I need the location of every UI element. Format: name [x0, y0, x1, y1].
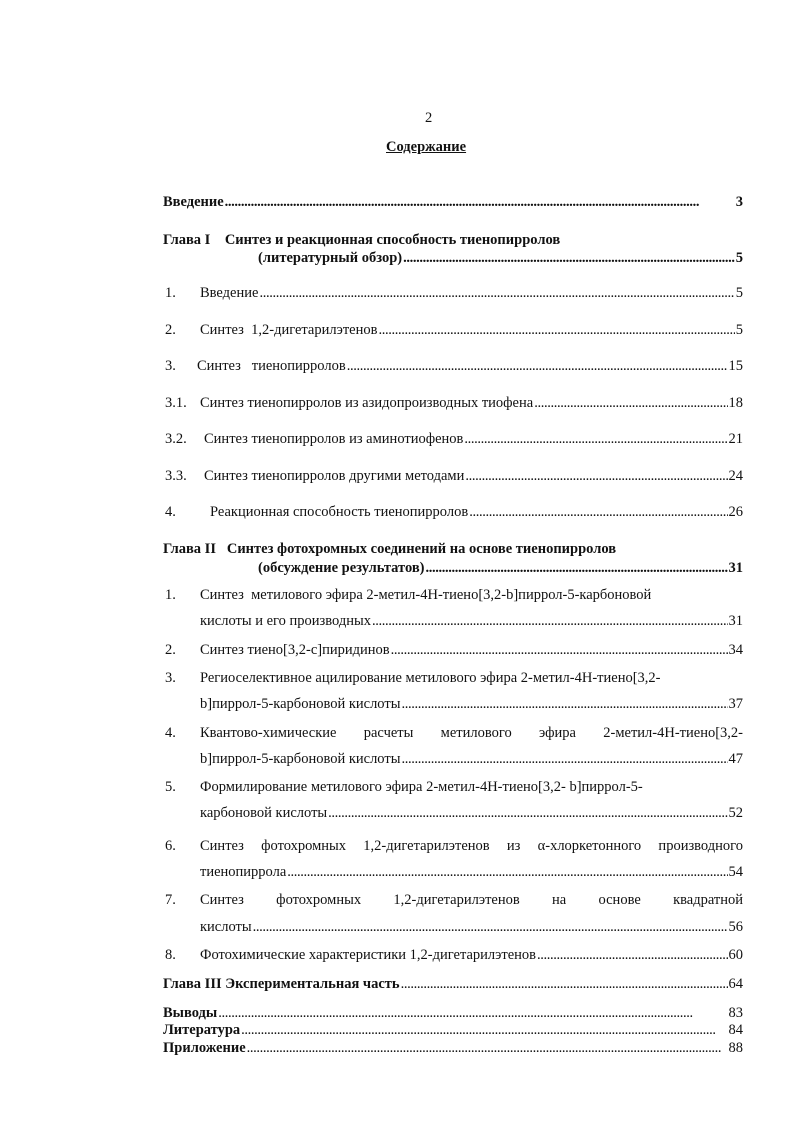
dot-leader	[401, 975, 728, 993]
entry-label: Формилирование метилового эфира 2-метил-4H-тиено[3,2- b]пиррол-5-	[200, 779, 643, 795]
toc-entry	[200, 284, 743, 302]
page-title: Содержание	[386, 139, 467, 155]
dot-leader	[372, 612, 728, 630]
chapter-2-title: Глава II Синтез фотохромных соединений на основе тиенопирролов	[163, 541, 617, 557]
entry-label: Реакционная способность тиенопирролов	[210, 504, 469, 520]
entry-label-cont: тиенопиррола	[200, 864, 287, 880]
entry-label: (обсуждение результатов)	[258, 560, 425, 576]
entry-label: Фотохимические характеристики 1,2-дигетарилэтенов	[200, 947, 536, 963]
entry-page: 37	[728, 696, 743, 712]
toc-entry-conclusions	[163, 1004, 743, 1022]
entry-page: 84	[728, 1022, 743, 1038]
entry-label: Синтез фотохромных 1,2-дигетарилэтенов на основе квадратной	[200, 892, 743, 908]
toc-entry	[204, 430, 743, 448]
entry-page: 18	[728, 395, 743, 411]
entry-number: 3.	[165, 670, 176, 686]
entry-label-cont: карбоновой кислоты	[200, 805, 328, 821]
entry-label: Введение	[200, 285, 259, 301]
entry-page: 21	[728, 431, 743, 447]
entry-label: Синтез фотохромных 1,2-дигетарилэтенов из α-хлоркетонного производного	[200, 838, 743, 854]
entry-label-cont: b]пиррол-5-карбоновой кислоты	[200, 696, 401, 712]
toc-entry-appendix	[163, 1039, 743, 1057]
entry-label: Квантово-химические расчеты метилового эфира 2-метил-4Н-тиено[3,2-	[200, 725, 743, 741]
dot-leader	[537, 946, 728, 964]
entry-page: 5	[735, 285, 743, 301]
dot-leader	[347, 357, 728, 375]
entry-number: 2.	[165, 322, 176, 338]
toc-entry-ch3	[163, 975, 743, 993]
entry-page: 34	[728, 642, 743, 658]
dot-leader	[241, 1021, 727, 1039]
entry-label: (литературный обзор)	[258, 250, 403, 266]
dot-leader	[401, 695, 727, 713]
entry-label: Приложение	[163, 1040, 246, 1056]
entry-number: 3.1.	[165, 395, 187, 411]
toc-entry	[200, 918, 743, 936]
entry-number: 5.	[165, 779, 176, 795]
entry-label: Синтез тиенопирролов	[197, 358, 346, 374]
entry-label: Синтез тиенопирролов из азидопроизводных тиофена	[200, 395, 534, 411]
toc-entry	[200, 804, 743, 822]
toc-entry-ch1	[258, 249, 743, 267]
toc-entry	[200, 863, 743, 881]
entry-label: Введение	[163, 194, 224, 210]
entry-page: 60	[728, 947, 743, 963]
toc-entry	[204, 467, 743, 485]
entry-page: 56	[728, 919, 743, 935]
toc-entry-literature	[163, 1021, 743, 1039]
entry-label-cont: кислоты	[200, 919, 252, 935]
toc-entry	[200, 946, 743, 964]
dot-leader	[534, 394, 727, 412]
dot-leader	[391, 641, 728, 659]
entry-page: 54	[728, 864, 743, 880]
dot-leader	[469, 503, 727, 521]
dot-leader	[401, 750, 727, 768]
toc-entry	[210, 503, 743, 521]
entry-page: 5	[735, 250, 743, 266]
toc-entry-intro	[163, 193, 743, 211]
dot-leader	[225, 193, 735, 211]
entry-page: 31	[728, 560, 743, 576]
entry-number: 7.	[165, 892, 176, 908]
dot-leader	[378, 321, 734, 339]
dot-leader	[247, 1039, 728, 1057]
entry-label: Синтез тиенопирролов из аминотиофенов	[204, 431, 464, 447]
toc-entry-ch2	[258, 559, 743, 577]
entry-number: 3.	[165, 358, 176, 374]
entry-label: Синтез тиенопирролов другими методами	[204, 468, 465, 484]
entry-label-cont: b]пиррол-5-карбоновой кислоты	[200, 751, 401, 767]
entry-label: Синтез метилового эфира 2-метил-4Н-тиено[3,2-b]пиррол-5-карбоновой	[200, 587, 652, 603]
entry-label: Глава III Экспериментальная часть	[163, 976, 400, 992]
entry-label: Литература	[163, 1022, 241, 1038]
dot-leader	[465, 467, 727, 485]
toc-entry	[200, 612, 743, 630]
entry-page: 88	[728, 1040, 743, 1056]
dot-leader	[218, 1004, 727, 1022]
entry-page: 64	[728, 976, 743, 992]
entry-label: Синтез тиено[3,2-с]пиридинов	[200, 642, 390, 658]
entry-page: 3	[735, 194, 743, 210]
entry-number: 4.	[165, 504, 176, 520]
dot-leader	[259, 284, 734, 302]
toc-entry	[197, 357, 743, 375]
entry-number: 4.	[165, 725, 176, 741]
entry-number: 3.3.	[165, 468, 187, 484]
entry-page: 5	[735, 322, 743, 338]
entry-page: 31	[728, 613, 743, 629]
entry-label: Выводы	[163, 1005, 218, 1021]
toc-entry	[200, 695, 743, 713]
entry-number: 8.	[165, 947, 176, 963]
toc-entry	[200, 394, 743, 412]
dot-leader	[464, 430, 727, 448]
dot-leader	[328, 804, 727, 822]
entry-label: Региоселективное ацилирование метилового эфира 2-метил-4H-тиено[3,2-	[200, 670, 661, 686]
entry-number: 1.	[165, 587, 176, 603]
chapter-1-title: Глава I Синтез и реакционная способность тиенопирролов	[163, 232, 561, 248]
dot-leader	[253, 918, 728, 936]
entry-page: 15	[728, 358, 743, 374]
toc-entry	[200, 750, 743, 768]
entry-number: 2.	[165, 642, 176, 658]
entry-page: 24	[728, 468, 743, 484]
entry-label-cont: кислоты и его производных	[200, 613, 371, 629]
entry-page: 47	[728, 751, 743, 767]
entry-page: 83	[728, 1005, 743, 1021]
dot-leader	[426, 559, 728, 577]
entry-number: 1.	[165, 285, 176, 301]
toc-entry	[200, 641, 743, 659]
entry-number: 3.2.	[165, 431, 187, 447]
entry-page: 52	[728, 805, 743, 821]
dot-leader	[287, 863, 727, 881]
dot-leader	[403, 249, 735, 267]
entry-label: Синтез 1,2-дигетарилэтенов	[200, 322, 378, 338]
entry-page: 26	[728, 504, 743, 520]
toc-entry	[200, 321, 743, 339]
entry-number: 6.	[165, 838, 176, 854]
page-number: 2	[425, 110, 433, 126]
